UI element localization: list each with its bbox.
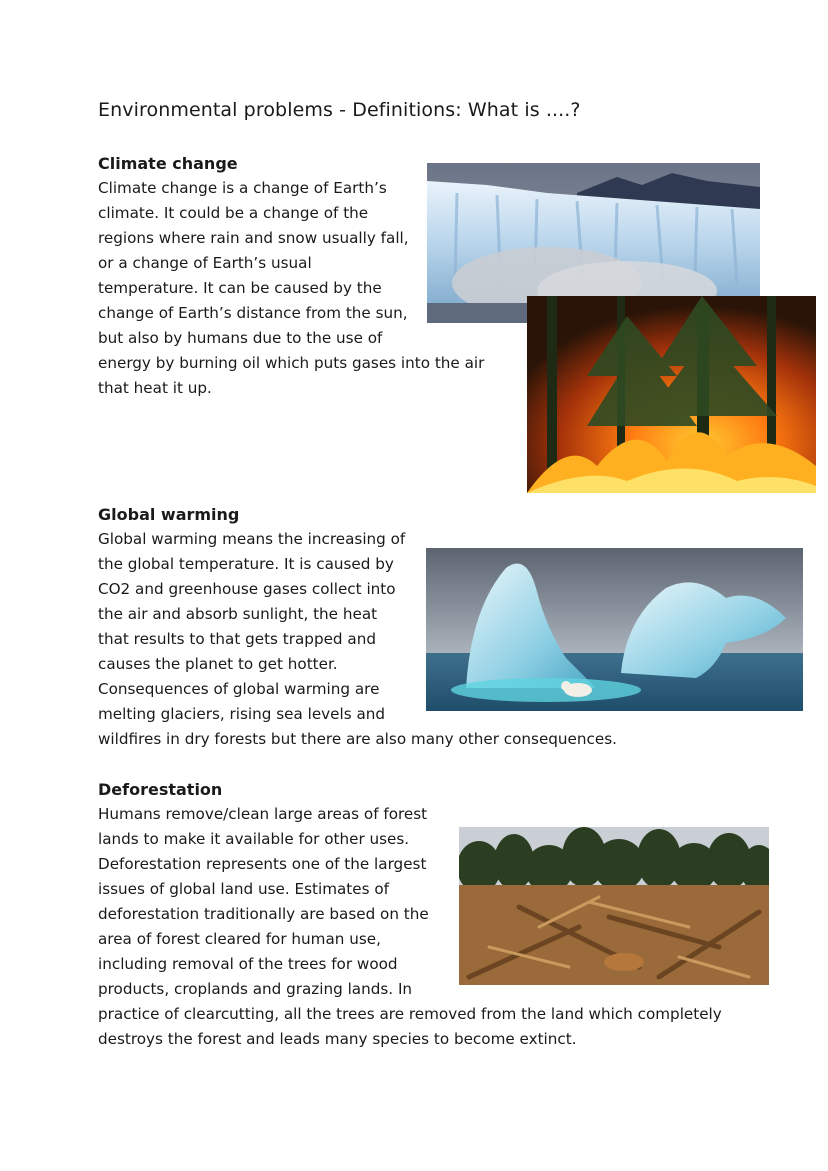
text-line: wildfires in dry forests but there are also many other consequences. [98,730,617,748]
text-line: Humans remove/clean large areas of forest [98,805,428,823]
text-line: climate. It could be a change of the [98,204,369,222]
text-line: CO2 and greenhouse gases collect into [98,580,396,598]
text-line: energy by burning oil which puts gases into the air [98,354,485,372]
text-line: causes the planet to get hotter. [98,655,338,673]
text-line: Consequences of global warming are [98,680,380,698]
cleared-forest-photo [459,827,769,985]
text-line: the global temperature. It is caused by [98,555,394,573]
text-line: including removal of the trees for wood [98,955,398,973]
text-line: that heat it up. [98,379,212,397]
text-line: Climate change is a change of Earth’s [98,179,387,197]
text-line: but also by humans due to the use of [98,329,383,347]
climate-change-heading: Climate change [98,154,238,173]
text-line: that results to that gets trapped and [98,630,376,648]
text-line: products, croplands and grazing lands. In [98,980,413,998]
text-line: Deforestation represents one of the largest [98,855,427,873]
forest-fire-photo [527,296,816,493]
text-line: Global warming means the increasing of [98,530,406,548]
text-line: lands to make it available for other uses. [98,830,410,848]
deforestation-heading: Deforestation [98,780,223,799]
text-line: destroys the forest and leads many species to become extinct. [98,1030,577,1048]
text-line: regions where rain and snow usually fall, [98,229,409,247]
text-line: the air and absorb sunlight, the heat [98,605,378,623]
text-line: issues of global land use. Estimates of [98,880,389,898]
document-title: Environmental problems - Definitions: What is ....? [98,99,581,121]
global-warming-heading: Global warming [98,505,240,524]
text-line: melting glaciers, rising sea levels and [98,705,386,723]
text-line: temperature. It can be caused by the [98,279,382,297]
text-line: deforestation traditionally are based on the [98,905,429,923]
text-line: practice of clearcutting, all the trees are removed from the land which completely [98,1005,722,1023]
text-line: or a change of Earth’s usual [98,254,312,272]
melting-iceberg-polar-bear-photo [426,548,803,711]
text-line: area of forest cleared for human use, [98,930,381,948]
text-line: change of Earth’s distance from the sun, [98,304,408,322]
